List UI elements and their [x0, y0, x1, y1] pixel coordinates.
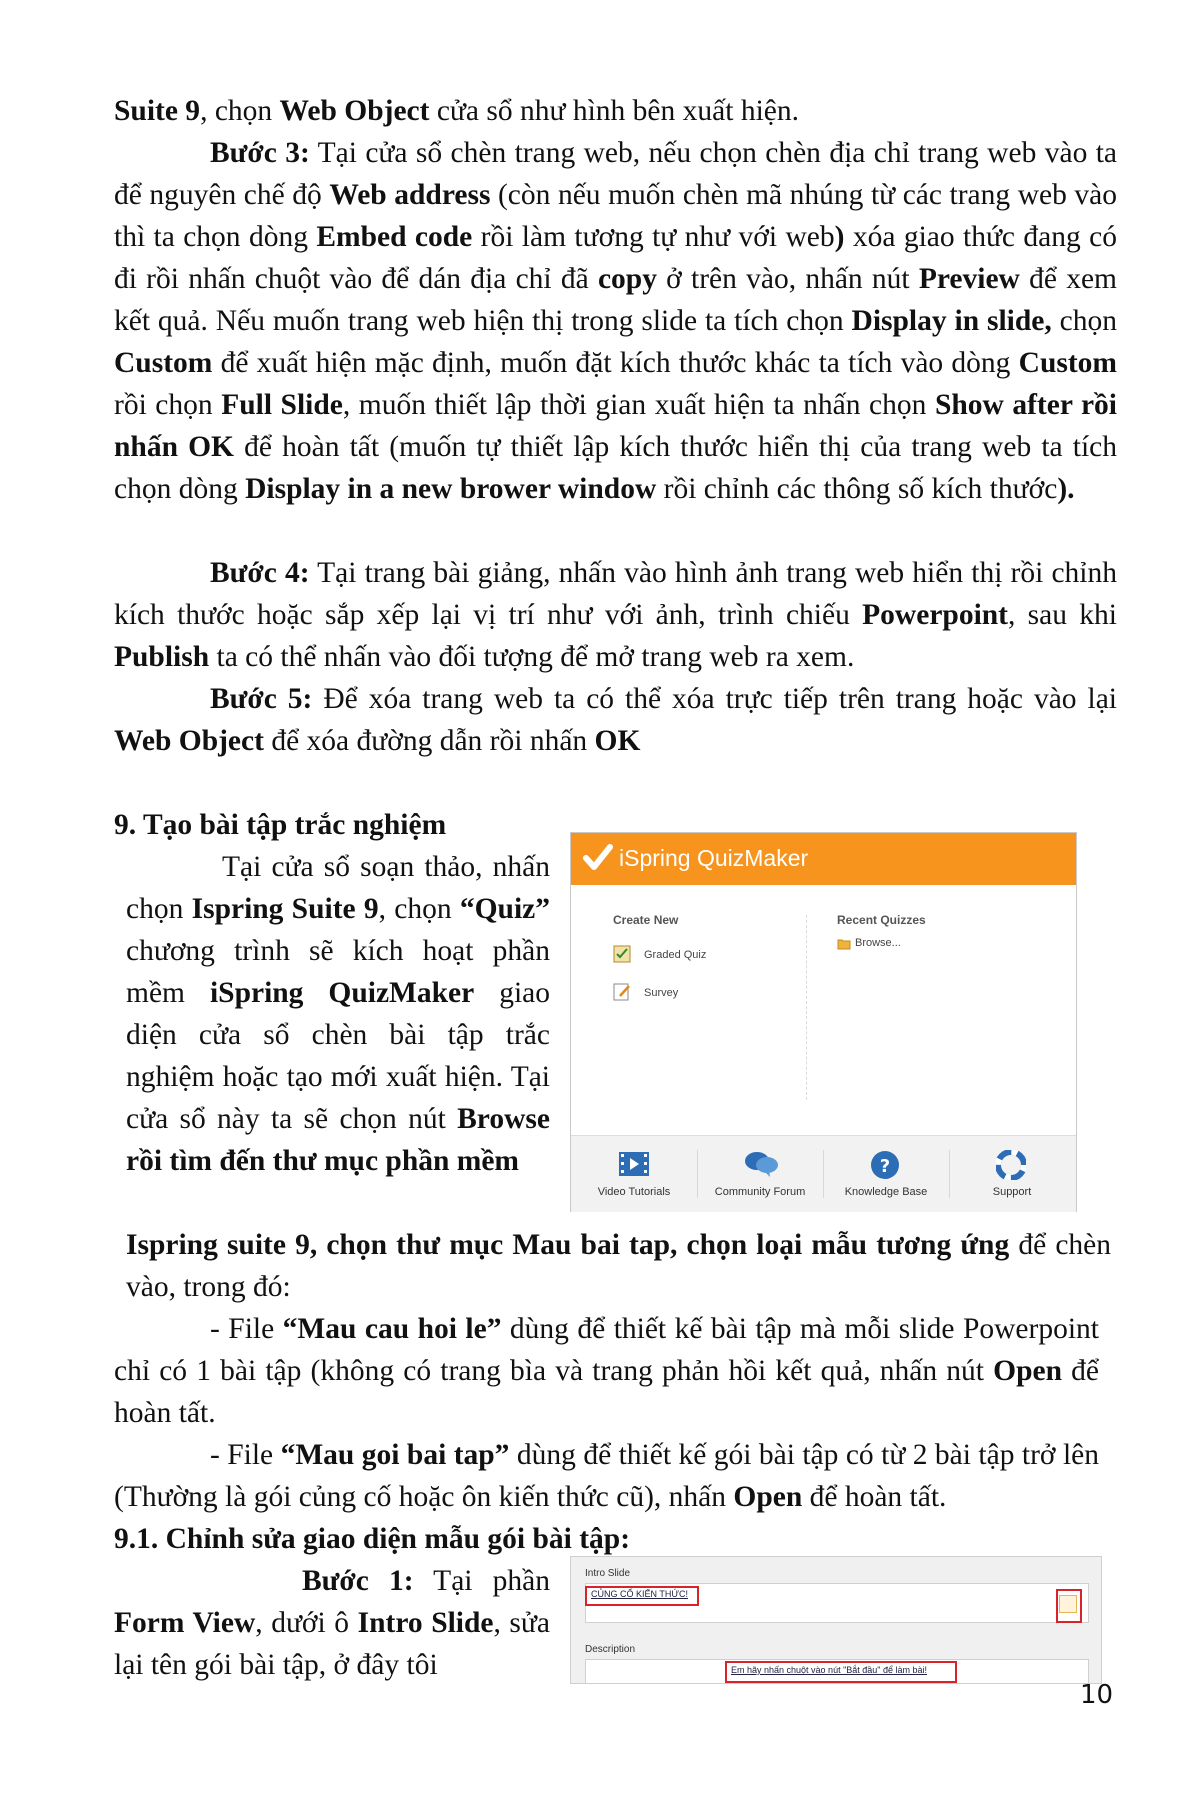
column-divider — [806, 915, 807, 1100]
graded-quiz-link[interactable]: Graded Quiz — [644, 949, 707, 961]
paragraph-intro: Suite 9, chọn Web Object cửa sổ như hình bên xuất hiện. — [114, 95, 799, 127]
section-heading-9: 9. Tạo bài tập trắc nghiệm — [114, 809, 447, 841]
survey-link[interactable]: Survey — [644, 987, 679, 999]
knowledge-base-button[interactable] — [823, 1136, 949, 1212]
paragraph-quiz-folder: Ispring suite 9, chọn thư mục Mau bai tap, chọn loại mẫu tương ứng để chèn vào, trong đó: — [126, 1229, 1112, 1303]
section-heading-9-1: 9.1. Chỉnh sửa giao diện mẫu gói bài tập: — [114, 1523, 631, 1555]
paragraph-form-view: Bước 1: Tại phần Form View, dưới ô Intro Slide, sửa lại tên gói bài tập, ở đây tôi — [114, 1565, 550, 1681]
folder-icon — [837, 937, 851, 951]
lifebuoy-icon — [996, 1150, 1026, 1180]
intro-slide-value: CỦNG CỐ KIẾN THỨC! — [591, 1589, 689, 1599]
paragraph-file-le: - File “Mau cau hoi le” dùng để thiết kế bài tập mà mỗi slide Powerpoint chỉ có 1 bài tập (không có trang bìa và trang phản hồi kết quả, nhấn nút Open để hoàn tất. — [114, 1313, 1100, 1429]
paragraph-step-4: Bước 4: Tại trang bài giảng, nhấn vào hình ảnh trang web hiển thị rồi chỉnh kích thước hoặc sắp xếp lại vị trí như với ảnh, trình chiếu Powerpoint, sau khi Publish ta có thể nhấn vào đối tượng để mở trang web ra xem. — [114, 557, 1117, 673]
community-forum-button[interactable] — [697, 1136, 823, 1212]
support-label: Support — [992, 1186, 1032, 1198]
create-new-heading: Create New — [613, 913, 679, 927]
video-tutorials-button[interactable] — [571, 1136, 697, 1212]
paragraph-step-5: Bước 5: Để xóa trang web ta có thể xóa trực tiếp trên trang hoặc vào lại Web Object để xóa đường dẫn rồi nhấn OK — [114, 683, 1117, 757]
paragraph-quiz-intro: Tại cửa sổ soạn thảo, nhấn chọn Ispring Suite 9, chọn “Quiz” chương trình sẽ kích hoạt phần mềm iSpring QuizMaker giao diện cửa sổ chèn bài tập trắc nghiệm hoặc tạo mới xuất hiện. Tại cửa sổ này ta sẽ chọn nút Browse rồi tìm đến thư mục phần mềm — [126, 851, 551, 1177]
recent-quizzes-heading: Recent Quizzes — [837, 913, 926, 927]
sound-icon[interactable] — [1059, 1595, 1077, 1613]
community-forum-label: Community Forum — [714, 1186, 806, 1198]
svg-text:?: ? — [879, 1156, 891, 1177]
graded-quiz-icon — [613, 945, 631, 963]
intro-slide-form — [570, 1556, 1102, 1684]
description-label: Description — [585, 1644, 636, 1655]
quizmaker-window — [570, 832, 1077, 1212]
video-tutorials-label: Video Tutorials — [597, 1186, 671, 1198]
knowledge-base-label: Knowledge Base — [844, 1186, 928, 1198]
page-number: 10 — [1080, 1680, 1114, 1710]
chat-bubbles-icon — [744, 1150, 780, 1178]
paragraph-step-3: Bước 3: Tại cửa sổ chèn trang web, nếu chọn chèn địa chỉ trang web vào ta để nguyên chế độ Web address (còn nếu muốn chèn mã nhúng từ các trang web vào thì ta chọn dòng Embed code rồi làm tương tự như với web) xóa giao thức đang có đi rồi nhấn chuột vào để dán địa chỉ đã copy ở trên vào, nhấn nút Preview để xem kết quả. Nếu muốn trang web hiện thị trong slide ta tích chọn Display in slide, chọn Custom để xuất hiện mặc định, muốn đặt kích thước khác ta tích vào dòng Custom rồi chọn Full Slide, muốn thiết lập thời gian xuất hiện ta nhấn chọn Show after rồi nhấn OK để hoàn tất (muốn tự thiết lập kích thước hiển thị của trang web ta tích chọn dòng Display in a new brower window rồi chỉnh các thông số kích thước). — [114, 137, 1118, 505]
quizmaker-title: iSpring QuizMaker — [619, 845, 809, 871]
description-value: Em hãy nhấn chuột vào nút "Bắt đầu" để làm bài! — [731, 1665, 928, 1675]
intro-slide-label: Intro Slide — [585, 1568, 631, 1579]
browse-link[interactable]: Browse... — [855, 937, 901, 949]
quizmaker-titlebar — [571, 833, 1076, 885]
survey-icon — [613, 983, 631, 1001]
video-icon — [618, 1150, 650, 1178]
question-icon — [870, 1150, 900, 1180]
paragraph-file-goi: - File “Mau goi bai tap” dùng để thiết kế gói bài tập có từ 2 bài tập trở lên (Thường là gói củng cố hoặc ôn kiến thức cũ), nhấn Open để hoàn tất. — [114, 1439, 1099, 1513]
support-button[interactable] — [949, 1136, 1075, 1212]
checkmark-logo-icon — [583, 843, 613, 873]
quizmaker-footer — [571, 1135, 1076, 1212]
